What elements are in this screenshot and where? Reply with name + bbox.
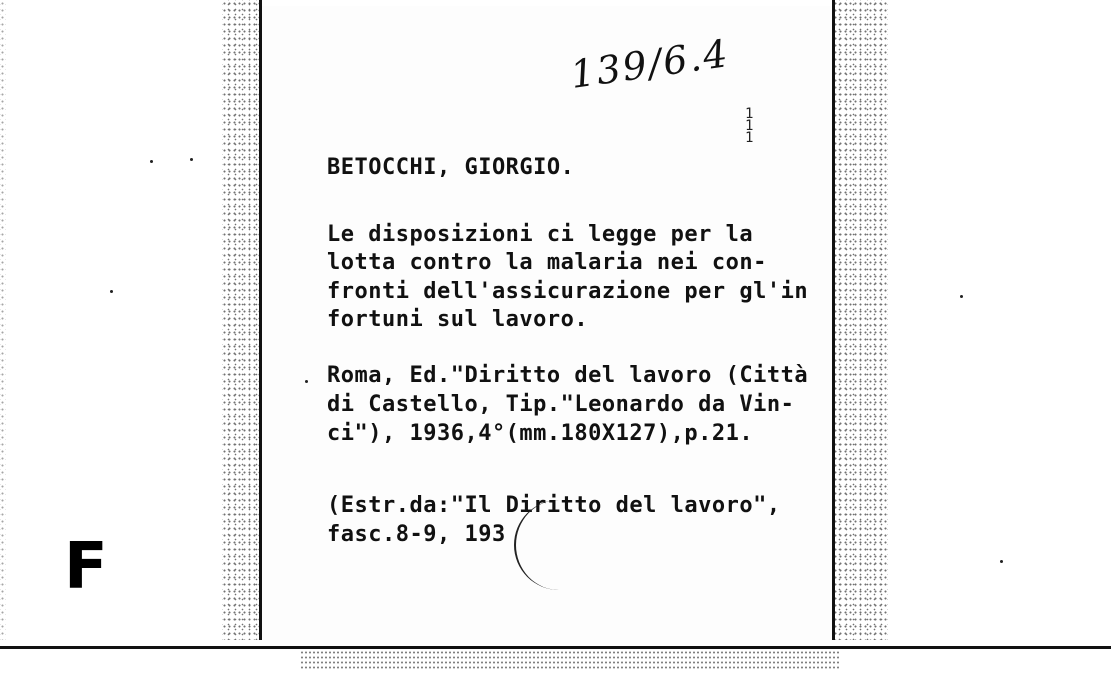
title-line: Le disposizioni ci legge per la: [327, 222, 754, 247]
bottom-rule: [0, 646, 1111, 649]
left-scan-noise: [222, 0, 262, 673]
card-right-edge: [832, 0, 835, 645]
stray-dot: [150, 160, 153, 163]
stray-dot: [110, 290, 113, 293]
stray-dot: [960, 295, 963, 298]
bottom-scan-noise: [300, 650, 840, 670]
note-line: (Estr.da:"Il Diritto del lavoro",: [327, 493, 781, 518]
title-line: fortuni sul lavoro.: [327, 307, 589, 332]
note-line: fasc.8-9, 193: [327, 522, 506, 547]
right-scan-noise: [833, 0, 888, 673]
title-line: lotta contro la malaria nei con-: [327, 250, 767, 275]
title-line: fronti dell'assicurazione per gl'in: [327, 279, 809, 304]
handwritten-shelfmark: 139/6.4: [567, 31, 733, 97]
stray-dot: [305, 380, 308, 383]
card-left-edge: [259, 0, 262, 645]
author-heading: BETOCCHI, GIORGIO.: [327, 155, 575, 180]
imprint-line: Roma, Ed."Diritto del lavoro (Città: [327, 363, 809, 388]
margin-mark: 1 1 1: [745, 106, 754, 146]
side-letter: F: [64, 530, 108, 604]
imprint-line: ci"), 1936,4°(mm.180X127),p.21.: [327, 421, 754, 446]
stray-dot: [190, 158, 193, 161]
left-edge-noise: [0, 0, 6, 673]
stray-dot: [1000, 560, 1003, 563]
imprint-line: di Castello, Tip."Leonardo da Vin-: [327, 392, 795, 417]
